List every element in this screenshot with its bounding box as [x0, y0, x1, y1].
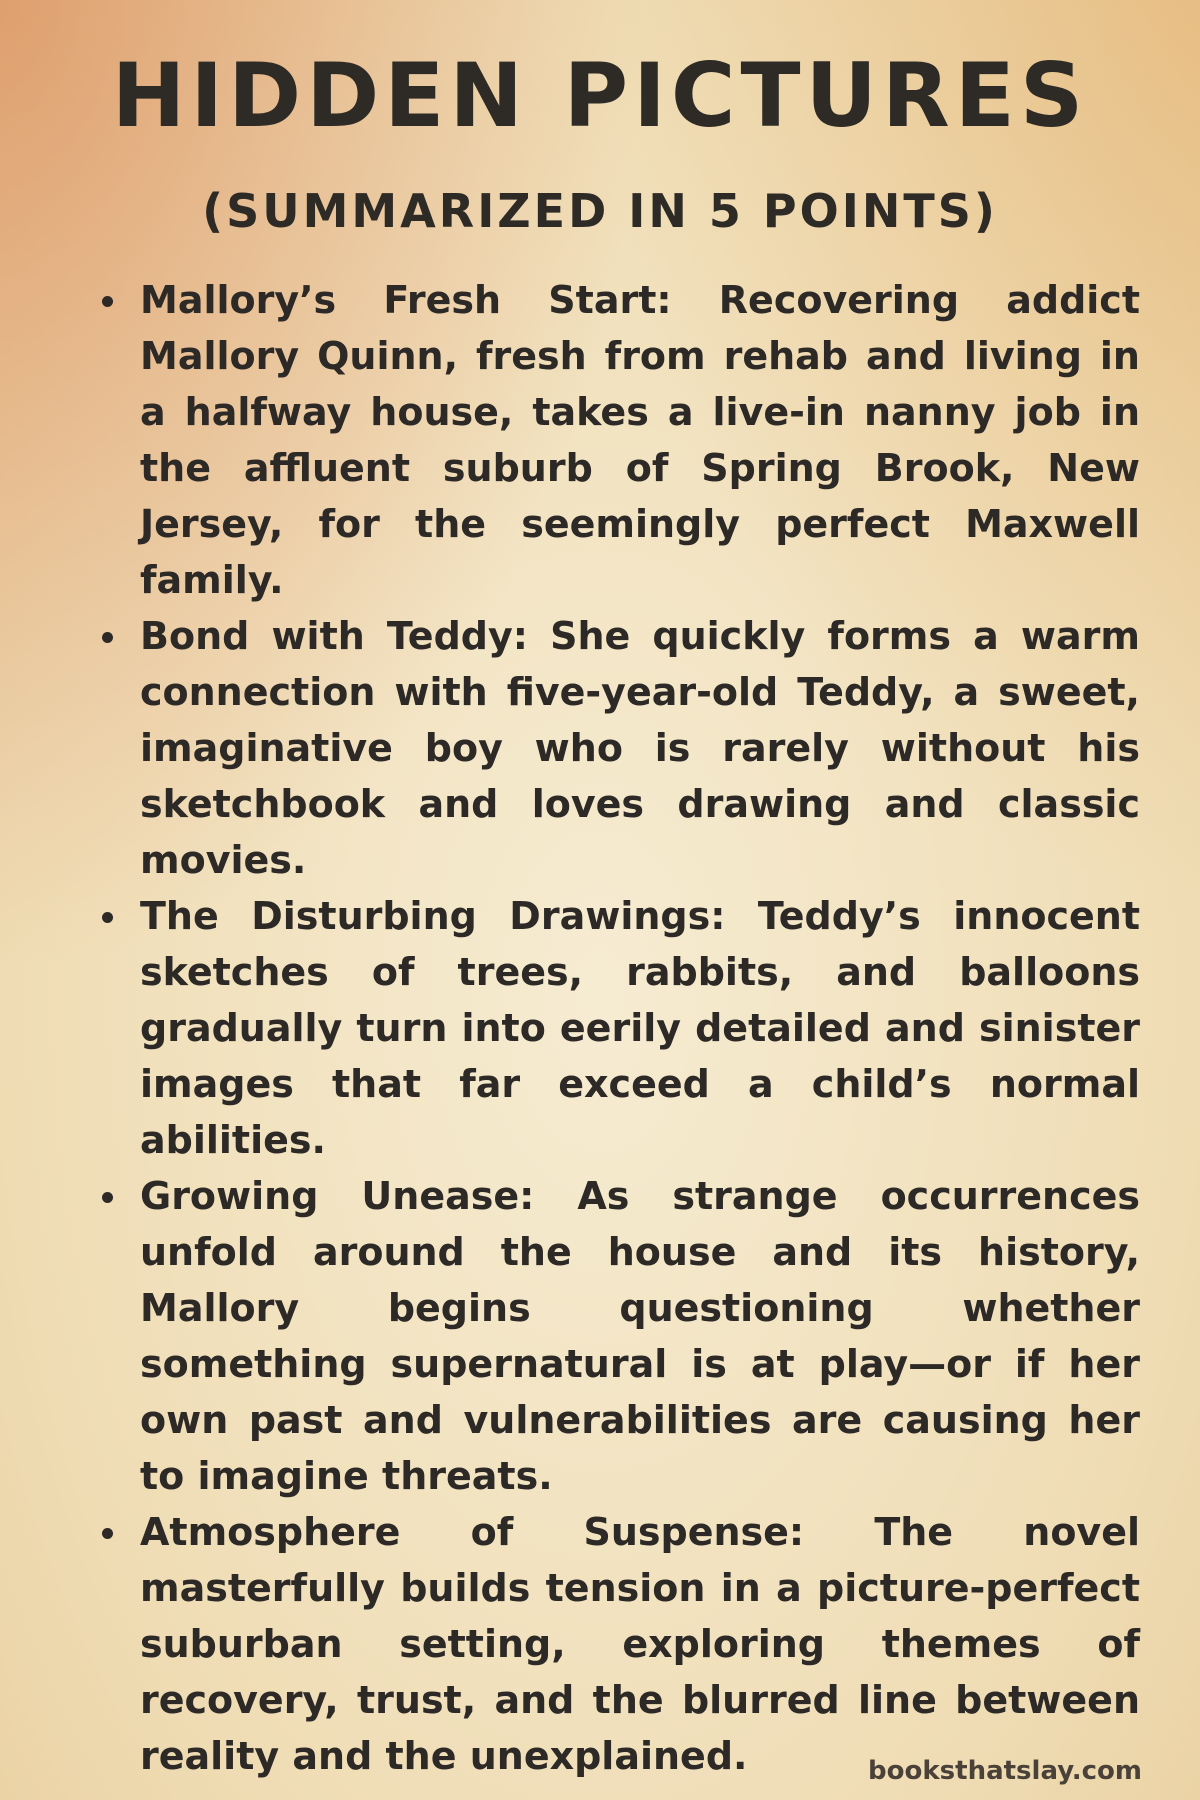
source-url: booksthatslay.com [868, 1756, 1142, 1786]
page-subtitle: (SUMMARIZED IN 5 POINTS) [202, 184, 998, 238]
summary-point: Atmosphere of Suspense: The novel masterfully builds tension in a picture-perfect suburban setting, exploring themes of recovery, trust, and the blurred line between reality and the unexplained. [100, 1504, 1140, 1784]
summary-point: Growing Unease: As strange occurrences unfold around the house and its history, Mallory begins questioning whether something supernatural is at play—or if her own past and vulnerabilities are causing her to imagine threats. [100, 1168, 1140, 1504]
summary-point: Bond with Teddy: She quickly forms a warm connection with five-year-old Teddy, a sweet, imaginative boy who is rarely without his sketchbook and loves drawing and classic movies. [100, 608, 1140, 888]
summary-point: Mallory’s Fresh Start: Recovering addict Mallory Quinn, fresh from rehab and living in a halfway house, takes a live-in nanny job in the affluent suburb of Spring Brook, New Jersey, for the seemingly perfect Maxwell family. [100, 272, 1140, 608]
summary-point: The Disturbing Drawings: Teddy’s innocent sketches of trees, rabbits, and balloons gradually turn into eerily detailed and sinister images that far exceed a child’s normal abilities. [100, 888, 1140, 1168]
summary-points-list [100, 272, 1140, 1784]
page-title: HIDDEN PICTURES [111, 44, 1089, 147]
